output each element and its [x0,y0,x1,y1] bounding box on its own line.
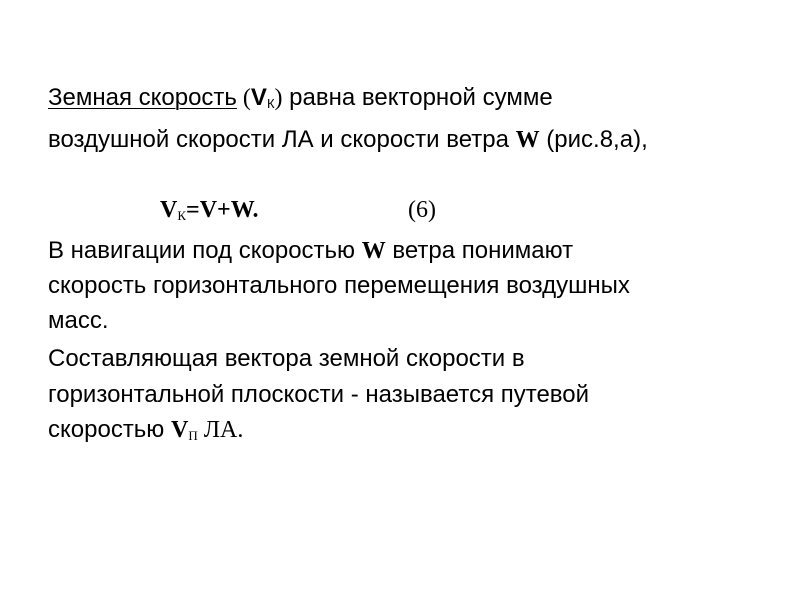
paragraph-1-line-1 [48,83,553,113]
wind-speed-symbol: W [515,127,540,153]
ground-speed-subscript: К [266,96,275,111]
paragraph-1-line-1-rest: равна векторной сумме [282,84,553,111]
paren-close: ) [274,85,283,111]
paragraph-3-line-3 [48,415,243,445]
track-speed-subscript: П [188,428,198,443]
paragraph-3-line-3-rest: ЛА. [197,417,244,443]
paragraph-1-line-2 [48,125,648,155]
ground-speed-term: Земная скорость [48,84,237,111]
paragraph-2-line-1 [48,236,573,266]
paren-open: ( [236,85,251,111]
formula-number: (6) [408,197,436,223]
formula-subscript: К [177,208,187,223]
formula-ground-speed-symbol: V [160,197,178,223]
figure-reference: (рис.8,а), [539,126,648,153]
ground-speed-symbol: V [250,84,267,111]
paragraph-3-line-2: горизонтальной плоскости - называется путевой [48,381,590,408]
formula-rest: =V+W. [186,197,259,223]
paragraph-3-line-3-text: скоростью [48,416,171,443]
track-speed-symbol: V [170,417,189,443]
paragraph-2-line-3: масс. [48,307,109,334]
paragraph-2-line-2: скорость горизонтального перемещения воздушных [48,272,630,299]
paragraph-2-line-1-rest: ветра понимают [385,237,574,264]
formula [160,195,259,225]
paragraph-3-line-1: Составляющая вектора земной скорости в [48,345,525,372]
paragraph-1-line-2-text: воздушной скорости ЛА и скорости ветра [48,126,516,153]
paragraph-2-line-1-text: В навигации под скоростью [48,237,362,264]
wind-symbol: W [361,238,386,264]
